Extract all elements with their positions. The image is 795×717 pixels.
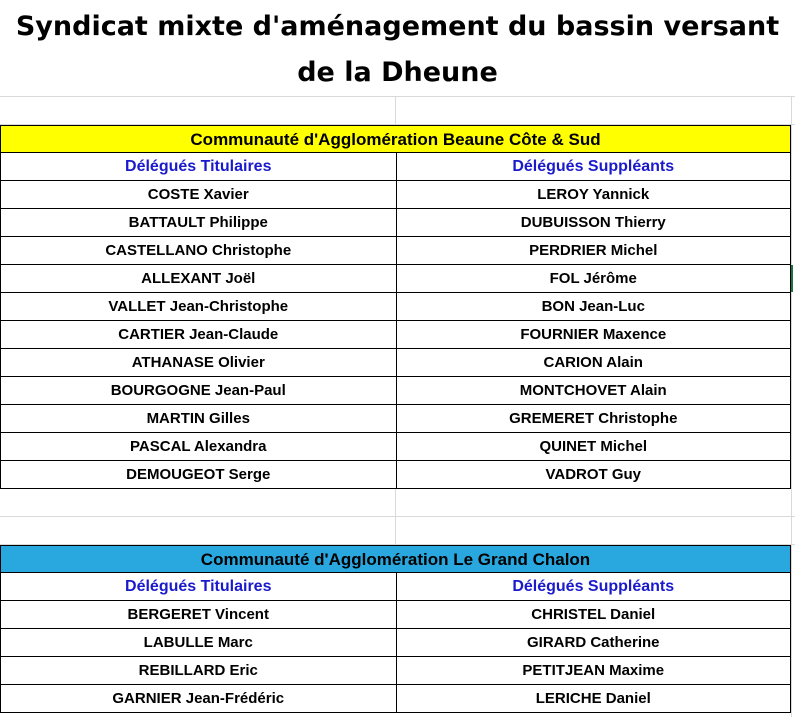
delegue-titulaire-cell[interactable]: DEMOUGEOT Serge xyxy=(0,461,396,489)
delegue-suppleant-cell[interactable]: LERICHE Daniel xyxy=(396,685,792,713)
section-grand-chalon xyxy=(0,545,791,713)
delegue-titulaire-cell[interactable]: CARTIER Jean-Claude xyxy=(0,321,396,349)
column-header-titulaires: Délégués Titulaires xyxy=(0,573,396,601)
delegue-titulaire-cell[interactable]: BOURGOGNE Jean-Paul xyxy=(0,377,396,405)
delegue-suppleant-cell[interactable]: DUBUISSON Thierry xyxy=(396,209,792,237)
delegue-suppleant-cell[interactable]: MONTCHOVET Alain xyxy=(396,377,792,405)
section-beaune xyxy=(0,125,791,489)
section-header: Communauté d'Agglomération Beaune Côte & Sud xyxy=(0,125,791,153)
page-title: Syndicat mixte d'aménagement du bassin versant de la Dheune xyxy=(0,0,795,96)
delegue-titulaire-cell[interactable]: ATHANASE Olivier xyxy=(0,349,396,377)
delegue-titulaire-cell[interactable]: REBILLARD Eric xyxy=(0,657,396,685)
column-header-suppleants: Délégués Suppléants xyxy=(396,573,792,601)
delegue-titulaire-cell[interactable]: LABULLE Marc xyxy=(0,629,396,657)
active-cell-indicator[interactable] xyxy=(791,265,795,292)
delegue-suppleant-cell[interactable]: VADROT Guy xyxy=(396,461,792,489)
table-row xyxy=(0,601,791,629)
section-header: Communauté d'Agglomération Le Grand Chalon xyxy=(0,545,791,573)
delegue-titulaire-cell[interactable]: VALLET Jean-Christophe xyxy=(0,293,396,321)
delegue-titulaire-cell[interactable]: COSTE Xavier xyxy=(0,181,396,209)
delegue-suppleant-cell[interactable]: GIRARD Catherine xyxy=(396,629,792,657)
delegue-titulaire-cell[interactable]: ALLEXANT Joël xyxy=(0,265,396,293)
table-row xyxy=(0,405,791,433)
delegue-suppleant-cell[interactable]: BON Jean-Luc xyxy=(396,293,792,321)
table-row xyxy=(0,293,791,321)
delegue-titulaire-cell[interactable]: GARNIER Jean-Frédéric xyxy=(0,685,396,713)
table-row xyxy=(0,237,791,265)
delegue-suppleant-cell[interactable]: FOL Jérôme xyxy=(396,265,792,293)
table-row xyxy=(0,433,791,461)
delegue-titulaire-cell[interactable]: BERGERET Vincent xyxy=(0,601,396,629)
delegue-titulaire-cell[interactable]: BATTAULT Philippe xyxy=(0,209,396,237)
table-row xyxy=(0,181,791,209)
column-header-titulaires: Délégués Titulaires xyxy=(0,153,396,181)
delegue-titulaire-cell[interactable]: PASCAL Alexandra xyxy=(0,433,396,461)
delegue-suppleant-cell[interactable]: CHRISTEL Daniel xyxy=(396,601,792,629)
table-row xyxy=(0,265,791,293)
table-row xyxy=(0,321,791,349)
column-header-suppleants: Délégués Suppléants xyxy=(396,153,792,181)
table-row xyxy=(0,209,791,237)
table-row xyxy=(0,685,791,713)
column-header-row xyxy=(0,573,791,601)
delegue-titulaire-cell[interactable]: MARTIN Gilles xyxy=(0,405,396,433)
table-row xyxy=(0,657,791,685)
delegue-suppleant-cell[interactable]: GREMERET Christophe xyxy=(396,405,792,433)
table-row xyxy=(0,461,791,489)
delegue-suppleant-cell[interactable]: PERDRIER Michel xyxy=(396,237,792,265)
delegue-suppleant-cell[interactable]: CARION Alain xyxy=(396,349,792,377)
delegue-suppleant-cell[interactable]: PETITJEAN Maxime xyxy=(396,657,792,685)
table-row xyxy=(0,377,791,405)
delegue-suppleant-cell[interactable]: LEROY Yannick xyxy=(396,181,792,209)
table-row xyxy=(0,629,791,657)
column-header-row xyxy=(0,153,791,181)
delegue-titulaire-cell[interactable]: CASTELLANO Christophe xyxy=(0,237,396,265)
table-row xyxy=(0,349,791,377)
delegue-suppleant-cell[interactable]: FOURNIER Maxence xyxy=(396,321,792,349)
delegue-suppleant-cell[interactable]: QUINET Michel xyxy=(396,433,792,461)
